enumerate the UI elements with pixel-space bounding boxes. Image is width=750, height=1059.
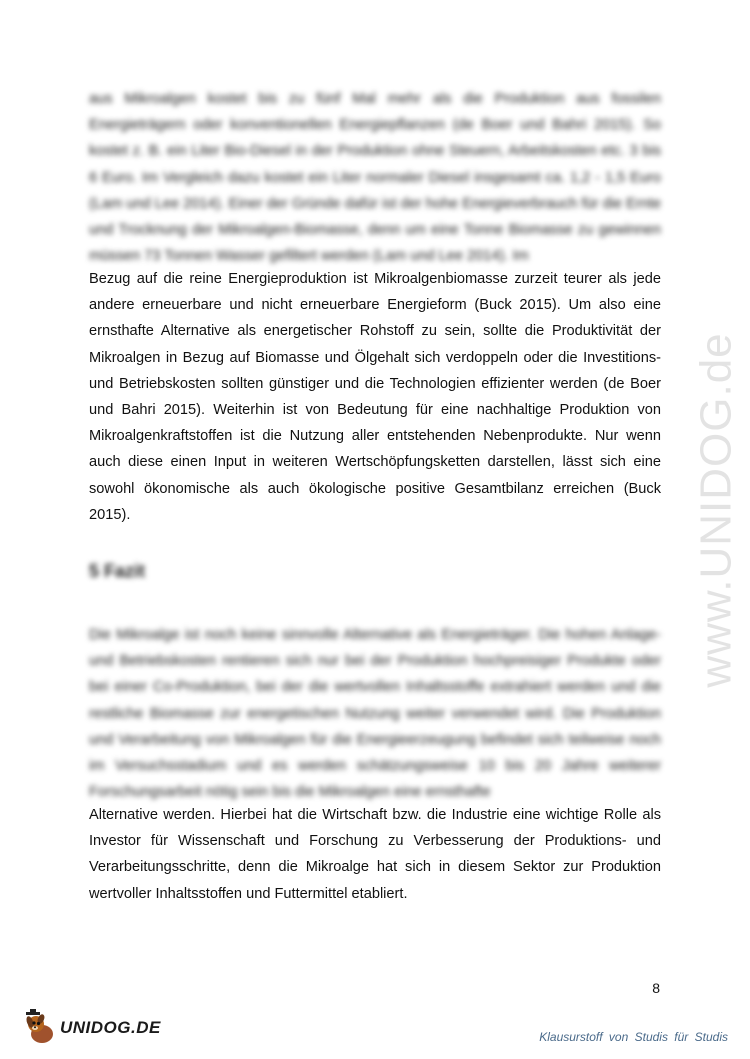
page-number: 8 <box>652 980 660 996</box>
section-heading: 5 Fazit <box>89 561 146 581</box>
watermark <box>662 290 750 730</box>
blurred-paragraph-top <box>89 86 661 269</box>
footer-slogan: Klausurstoff von Studis für Studis <box>539 1030 728 1044</box>
paragraph-blurred-2: Die Mikroalge ist noch keine sinnvolle Alternative als Energieträger. Die hohen Anlage- und Betriebskosten rentieren sich nur bei der Produktion hochpreisiger Produkte oder bei einer Co-Produktion, bei der die wertvollen Inhaltsstoffe extrahiert werden und die restliche Biomasse zur energetischen Nutzung weiter verwendet wird. Die Produktion und Verarbeitung von Mikroalgen für die Energieerzeugung befindet sich teilweise noch im Versuchsstadium und es werden schätzungsweise 10 bis 20 Jahre weiterer Forschungsarbeit nötig sein bis die Mikroalgen eine ernsthafte <box>89 627 661 801</box>
unidog-logo <box>20 1008 200 1048</box>
visible-paragraph-top <box>89 266 661 528</box>
visible-paragraph-bottom <box>89 802 661 907</box>
dog-mascot-icon <box>20 1008 60 1048</box>
paragraph-blurred-1: aus Mikroalgen kostet bis zu fünf Mal mehr als die Produktion aus fossilen Energieträgern oder konventionellen Energiepflanzen (de Boer und Bahri 2015). So kostet z. B. ein Liter Bio-Diesel in der Produktion ohne Steuern, Arbeitskosten etc. 3 bis 6 Euro. Im Vergleich dazu kostet ein Liter normaler Diesel insgesamt ca. 1,2 - 1,5 Euro (Lam und Lee 2014). Einer der Gründe dafür ist der hohe Energieverbrauch für die Ernte und Trocknung der Mikroalgen-Biomasse, denn um eine Tonne Biomasse zu gewinnen müssen 73 Tonnen Wasser gefiltert werden (Lam und Lee 2014). Im <box>89 91 661 265</box>
blurred-paragraph-bottom <box>89 622 661 805</box>
watermark-text: www.UNIDOG.de <box>692 332 742 688</box>
paragraph-visible-1: Bezug auf die reine Energieproduktion ist Mikroalgenbiomasse zurzeit teurer als jede andere erneuerbare und nicht erneuerbare Energieform (Buck 2015). Um also eine ernsthafte Alternative als energetischer Rohstoff zu sein, sollte die Produktivität der Mikroalgen in Bezug auf Biomasse und Ölgehalt sich verdoppeln oder die Investitions- und Betriebskosten sollten günstiger und die Technologien effizienter werden (de Boer und Bahri 2015). Weiterhin ist von Bedeutung für eine nachhaltige Produktion von Mikroalgenkraftstoffen ist die Nutzung aller entstehenden Nebenprodukte. Nur wenn auch diese einen Input in weiteren Wertschöpfungsketten darstellen, lässt sich eine sowohl ökonomische als auch ökologische positive Gesamtbilanz erreichen (Buck 2015). <box>89 271 661 523</box>
paragraph-visible-2: Alternative werden. Hierbei hat die Wirtschaft bzw. die Industrie eine wichtige Rolle als Investor für Wissenschaft und Forschung zu Verbesserung der Produktions- und Verarbeitungsschritte, denn die Mikroalge hat sich in diesem Sektor zur Produktion wertvoller Inhaltsstoffen und Futtermittel etabliert. <box>89 807 661 902</box>
logo-text: UNIDOG.DE <box>60 1018 161 1037</box>
